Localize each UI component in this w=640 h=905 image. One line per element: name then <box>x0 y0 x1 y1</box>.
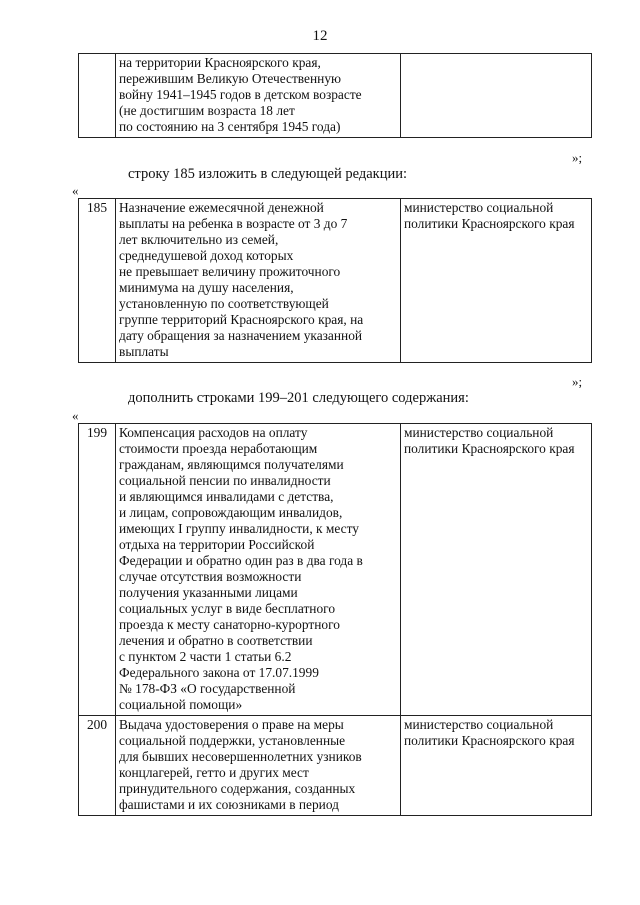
description-line: принудительного содержания, созданных <box>119 781 356 796</box>
description-line: среднедушевой доход которых <box>119 248 294 263</box>
description-line: с пунктом 2 части 1 статьи 6.2 <box>119 649 292 664</box>
description-line: гражданам, являющимся получателями <box>119 457 344 472</box>
agency-line: министерство социальной <box>404 425 554 440</box>
description-line: лечения и обратно в соответствии <box>119 633 313 648</box>
description-line: установленную по соответствующей <box>119 296 329 311</box>
page-number: 12 <box>312 28 328 44</box>
instruction-text: строку 185 изложить в следующей редакции: <box>128 166 407 182</box>
description-line: лет включительно из семей, <box>119 232 279 247</box>
description-line: минимума на душу населения, <box>119 280 294 295</box>
row-number-cell: 185 <box>79 199 116 363</box>
description-line: выплаты на ребенка в возрасте от 3 до 7 <box>119 216 348 231</box>
description-line: проезда к месту санаторно-курортного <box>119 617 340 632</box>
open-quote: « <box>72 408 79 423</box>
description-line: войну 1941–1945 годов в детском возрасте <box>119 87 362 102</box>
table-row <box>79 424 592 716</box>
agency-line: министерство социальной <box>404 717 554 732</box>
description-line: пережившим Великую Отечественную <box>119 71 342 86</box>
description-line: для бывших несовершеннолетних узников <box>119 749 362 764</box>
description-line: Выдача удостоверения о праве на меры <box>119 717 344 732</box>
instruction-text: дополнить строками 199–201 следующего содержания: <box>128 390 469 406</box>
description-line: получения указанными лицами <box>119 585 298 600</box>
table-row-185 <box>78 198 592 363</box>
agency-line: политики Красноярского края <box>404 733 575 748</box>
description-cell <box>116 424 401 716</box>
agency-line: политики Красноярского края <box>404 216 575 231</box>
description-line: Компенсация расходов на оплату <box>119 425 308 440</box>
description-line: социальной пенсии по инвалидности <box>119 473 331 488</box>
table-row <box>79 199 592 363</box>
agency-line: министерство социальной <box>404 200 554 215</box>
table-continuation <box>78 53 592 138</box>
description-line: № 178-ФЗ «О государственной <box>119 681 296 696</box>
table-row <box>79 716 592 816</box>
description-line: и лицам, сопровождающим инвалидов, <box>119 505 343 520</box>
description-line: социальной поддержки, установленные <box>119 733 346 748</box>
description-line: фашистами и их союзниками в период <box>119 797 339 812</box>
description-line: Федерального закона от 17.07.1999 <box>119 665 319 680</box>
description-line: имеющих I группу инвалидности, к месту <box>119 521 359 536</box>
row-number-cell: 200 <box>79 716 116 816</box>
description-line: Федерации и обратно один раз в два года в <box>119 553 363 568</box>
row-number-cell: 199 <box>79 424 116 716</box>
agency-cell <box>401 424 592 716</box>
description-line: Назначение ежемесячной денежной <box>119 200 324 215</box>
description-cell <box>116 54 401 138</box>
row-number-cell <box>79 54 116 138</box>
description-cell <box>116 716 401 816</box>
description-line: социальной помощи» <box>119 697 243 712</box>
description-line: и являющимся инвалидами с детства, <box>119 489 334 504</box>
description-line: социальных услуг в виде бесплатного <box>119 601 336 616</box>
table-new-rows <box>78 423 592 816</box>
agency-line: политики Красноярского края <box>404 441 575 456</box>
description-cell <box>116 199 401 363</box>
table-row <box>79 54 592 138</box>
description-line: не превышает величину прожиточного <box>119 264 341 279</box>
agency-cell <box>401 199 592 363</box>
description-line: концлагерей, гетто и других мест <box>119 765 309 780</box>
description-line: дату обращения за назначением указанной <box>119 328 363 343</box>
description-line: по состоянию на 3 сентября 1945 года) <box>119 119 341 134</box>
description-line: случае отсутствия возможности <box>119 569 302 584</box>
description-line: на территории Красноярского края, <box>119 55 321 70</box>
open-quote: « <box>72 183 79 198</box>
close-quote: »; <box>572 374 583 389</box>
agency-cell <box>401 716 592 816</box>
description-line: выплаты <box>119 344 169 359</box>
description-line: стоимости проезда неработающим <box>119 441 318 456</box>
agency-cell <box>401 54 592 138</box>
description-line: (не достигшим возраста 18 лет <box>119 103 295 118</box>
description-line: отдыха на территории Российской <box>119 537 315 552</box>
description-line: группе территорий Красноярского края, на <box>119 312 364 327</box>
close-quote: »; <box>572 150 583 165</box>
